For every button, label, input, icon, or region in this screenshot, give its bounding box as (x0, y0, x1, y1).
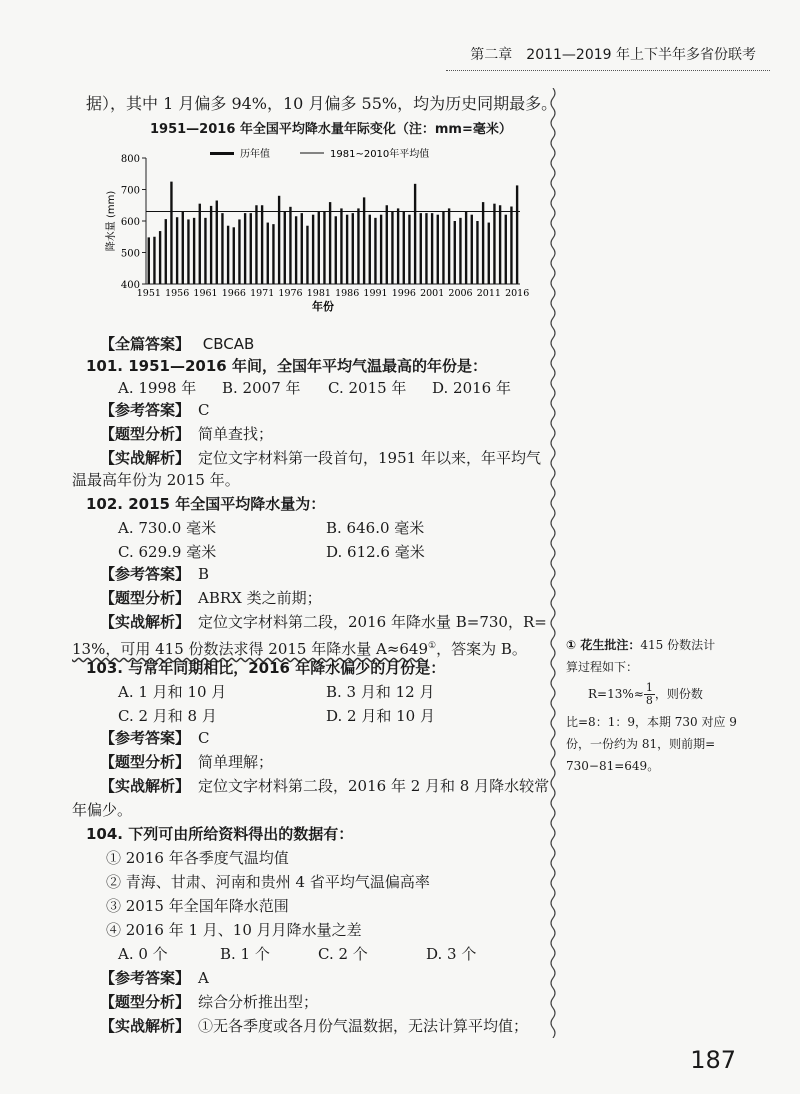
q104-option-a: A. 0 个 (118, 945, 168, 963)
bar-2012 (493, 204, 495, 284)
bar-2000 (425, 213, 427, 284)
q101-option-d: D. 2016 年 (432, 379, 511, 397)
bar-1969 (250, 213, 252, 284)
q104-answer-label: 【参考答案】 (100, 969, 191, 987)
bar-1960 (199, 204, 201, 284)
x-tick-label: 1991 (363, 288, 388, 299)
side-note-line-5: 份，一份约为 81，则前期= (566, 737, 716, 751)
q104-option-d: D. 3 个 (426, 945, 477, 963)
bar-1971 (261, 205, 263, 284)
q103-analysis-label: 【实战解析】 (100, 777, 191, 795)
x-tick-label: 1966 (221, 288, 246, 299)
q103-answer-label: 【参考答案】 (100, 729, 191, 747)
bar-1955 (170, 182, 172, 284)
q104-type: 综合分析推出型； (198, 993, 319, 1011)
precipitation-bar-chart (100, 140, 530, 320)
q103-analysis-2: 年偏少。 (72, 801, 133, 819)
bar-2005 (454, 221, 456, 284)
x-axis-label: 年份 (312, 300, 334, 313)
q103-option-b: B. 3 月和 12 月 (326, 683, 435, 701)
x-tick-label: 1986 (335, 288, 360, 299)
q104-analysis-label: 【实战解析】 (100, 1017, 191, 1035)
q104-item-4: ④ 2016 年 1 月、10 月月降水量之差 (106, 921, 362, 939)
q102-option-b: B. 646.0 毫米 (326, 519, 425, 537)
y-axis-label: 降水量 (mm) (106, 190, 117, 252)
q104-answer: A (198, 969, 209, 987)
bar-1991 (374, 218, 376, 284)
bar-1970 (255, 205, 257, 284)
q101-analysis-1: 定位文字材料第一段首句，1951 年以来，年平均气 (198, 449, 541, 467)
legend-bar-label: 历年值 (240, 149, 270, 160)
q102-option-d: D. 612.6 毫米 (326, 543, 425, 561)
q101-stem: 101. 1951—2016 年间，全国年平均气温最高的年份是： (86, 357, 487, 375)
bar-2007 (465, 212, 467, 284)
q103-stem: 103. 与常年同期相比，2016 年降水偏少的月份是： (86, 659, 446, 677)
bar-1967 (238, 219, 240, 284)
q104-option-b: B. 1 个 (220, 945, 270, 963)
bar-1976 (289, 207, 291, 284)
bar-1964 (221, 213, 223, 284)
legend-line-label: 1981~2010年平均值 (330, 149, 430, 160)
q102-type-label: 【题型分析】 (100, 589, 191, 607)
q101-answer: C (198, 401, 210, 419)
bar-1951 (148, 237, 150, 284)
bar-1963 (216, 201, 218, 284)
bar-1992 (380, 215, 382, 284)
bar-2011 (488, 223, 490, 284)
bar-2015 (510, 207, 512, 284)
bar-1980 (312, 215, 314, 284)
bar-2003 (442, 212, 444, 284)
q103-answer: C (198, 729, 210, 747)
q103-type-label: 【题型分析】 (100, 753, 191, 771)
bar-1952 (153, 237, 155, 284)
bar-1988 (357, 208, 359, 284)
q101-type: 简单查找； (198, 425, 274, 443)
bar-1999 (420, 213, 422, 284)
bar-1981 (318, 212, 320, 284)
side-note-line-6: 730−81=649。 (566, 759, 660, 773)
bar-2001 (431, 213, 433, 284)
q102-answer-label: 【参考答案】 (100, 565, 191, 583)
bar-1985 (340, 208, 342, 284)
q102-option-a: A. 730.0 毫米 (118, 519, 217, 537)
x-tick-label: 1956 (165, 288, 190, 299)
bar-1956 (176, 217, 178, 284)
margin-wavy-line (548, 88, 558, 1038)
side-note-title: ① 花生批注： (566, 638, 641, 652)
x-tick-label: 1981 (306, 288, 331, 299)
side-note-line-2: 算过程如下： (566, 660, 639, 674)
bar-2010 (482, 202, 484, 284)
bar-1994 (391, 212, 393, 284)
y-tick-label: 400 (120, 280, 140, 291)
q103-analysis-1: 定位文字材料第二段，2016 年 2 月和 8 月降水较常 (198, 777, 550, 795)
x-tick-label: 1976 (278, 288, 303, 299)
bar-1982 (323, 212, 325, 284)
y-tick-label: 500 (120, 248, 140, 260)
bar-1990 (369, 215, 371, 284)
bar-1995 (397, 208, 399, 284)
answer-all-label: 【全篇答案】 (100, 335, 191, 353)
header-divider (446, 70, 770, 71)
side-note-line-1: 415 份数法计 (640, 638, 716, 652)
bar-2008 (471, 215, 473, 284)
bar-1961 (204, 218, 206, 284)
bar-2002 (437, 215, 439, 284)
q104-item-2: ② 青海、甘肃、河南和贵州 4 省平均气温偏高率 (106, 873, 430, 891)
bar-2006 (459, 218, 461, 284)
bar-1954 (165, 219, 167, 284)
q102-footnote-mark: ① (428, 641, 437, 651)
q102-analysis-3: ，答案为 B。 (436, 640, 527, 658)
x-tick-label: 2006 (448, 288, 473, 299)
fraction-one-eighth (644, 682, 655, 707)
side-note-line-3b: ，则份数 (654, 687, 703, 701)
q101-answer-label: 【参考答案】 (100, 401, 191, 419)
q101-option-b: B. 2007 年 (222, 379, 301, 397)
bar-1979 (306, 226, 308, 284)
q103-type: 简单理解； (198, 753, 274, 771)
q101-type-label: 【题型分析】 (100, 425, 191, 443)
x-tick-label: 1951 (136, 288, 161, 299)
running-header: 第二章 2011—2019 年上下半年多省份联考 (470, 47, 756, 63)
bar-1984 (335, 216, 337, 284)
bar-2004 (448, 208, 450, 284)
bar-2016 (516, 185, 518, 284)
q104-item-3: ③ 2015 年全国年降水范围 (106, 897, 289, 915)
bar-1987 (352, 213, 354, 284)
q101-option-c: C. 2015 年 (328, 379, 407, 397)
bar-1989 (363, 197, 365, 284)
q104-stem: 104. 下列可由所给资料得出的数据有： (86, 825, 354, 843)
q104-item-1: ① 2016 年各季度气温均值 (106, 849, 289, 867)
q103-option-d: D. 2 月和 10 月 (326, 707, 435, 725)
bar-2013 (499, 205, 501, 284)
q102-analysis-1: 定位文字材料第二段，2016 年降水量 B=730，R= (198, 613, 547, 631)
bar-1978 (301, 213, 303, 284)
bar-1998 (414, 184, 416, 284)
x-tick-label: 1996 (391, 288, 416, 299)
fraction-numerator: 1 (645, 681, 653, 694)
q104-type-label: 【题型分析】 (100, 993, 191, 1011)
bar-2014 (505, 215, 507, 284)
bar-1962 (210, 206, 212, 284)
x-tick-label: 2001 (420, 288, 445, 299)
bar-1958 (187, 219, 189, 284)
bar-1993 (386, 205, 388, 284)
q102-analysis-label: 【实战解析】 (100, 613, 191, 631)
bar-1959 (193, 218, 195, 284)
q101-analysis-label: 【实战解析】 (100, 449, 191, 467)
q101-analysis-2: 温最高年份为 2015 年。 (72, 471, 240, 489)
chart-title: 1951—2016 年全国平均降水量年际变化（注：mm=毫米） (150, 122, 512, 137)
q103-option-a: A. 1 月和 10 月 (118, 683, 227, 701)
bar-2009 (476, 221, 478, 284)
x-tick-label: 1971 (250, 288, 275, 299)
q102-stem: 102. 2015 年全国平均降水量为： (86, 495, 326, 513)
bar-1968 (244, 213, 246, 284)
q104-option-c: C. 2 个 (318, 945, 368, 963)
bar-1983 (329, 202, 331, 284)
bar-1986 (346, 215, 348, 284)
y-tick-label: 700 (120, 185, 140, 197)
fraction-denominator: 8 (645, 694, 653, 707)
side-note-line-3a: R=13%≈ (588, 687, 644, 701)
bar-1965 (227, 226, 229, 284)
side-note-line-4: 比=8：1：9，本期 730 对应 9 (566, 715, 737, 729)
q104-analysis-1: ①无各季度或各月份气温数据，无法计算平均值； (198, 1017, 529, 1035)
intro-line: 据），其中 1 月偏多 94%，10 月偏多 55%，均为历史同期最多。 (86, 94, 558, 113)
x-tick-label: 2011 (476, 288, 501, 299)
bar-1974 (278, 196, 280, 284)
q103-option-c: C. 2 月和 8 月 (118, 707, 217, 725)
y-tick-label: 600 (120, 217, 140, 228)
page-number: 187 (690, 1046, 736, 1074)
x-tick-label: 2016 (505, 288, 530, 299)
side-note (566, 634, 766, 777)
x-tick-label: 1961 (193, 288, 218, 299)
bar-1953 (159, 231, 161, 284)
legend-bar-swatch (210, 152, 234, 155)
q102-analysis-2: 13%，可用 415 份数法求得 2015 年降水量 A≈649 (72, 640, 429, 658)
y-tick-label: 800 (120, 154, 140, 165)
q101-option-a: A. 1998 年 (118, 379, 197, 397)
bar-1977 (295, 216, 297, 284)
q102-option-c: C. 629.9 毫米 (118, 543, 217, 561)
bar-1972 (267, 223, 269, 284)
bar-1973 (272, 224, 274, 284)
answer-all-value: CBCAB (202, 335, 255, 353)
bar-1997 (408, 215, 410, 284)
bar-1966 (233, 227, 235, 284)
bar-1975 (284, 212, 286, 284)
bar-1996 (403, 212, 405, 284)
bar-1957 (182, 212, 184, 284)
q102-type: ABRX 类之前期； (198, 589, 322, 607)
q102-answer: B (198, 565, 210, 583)
